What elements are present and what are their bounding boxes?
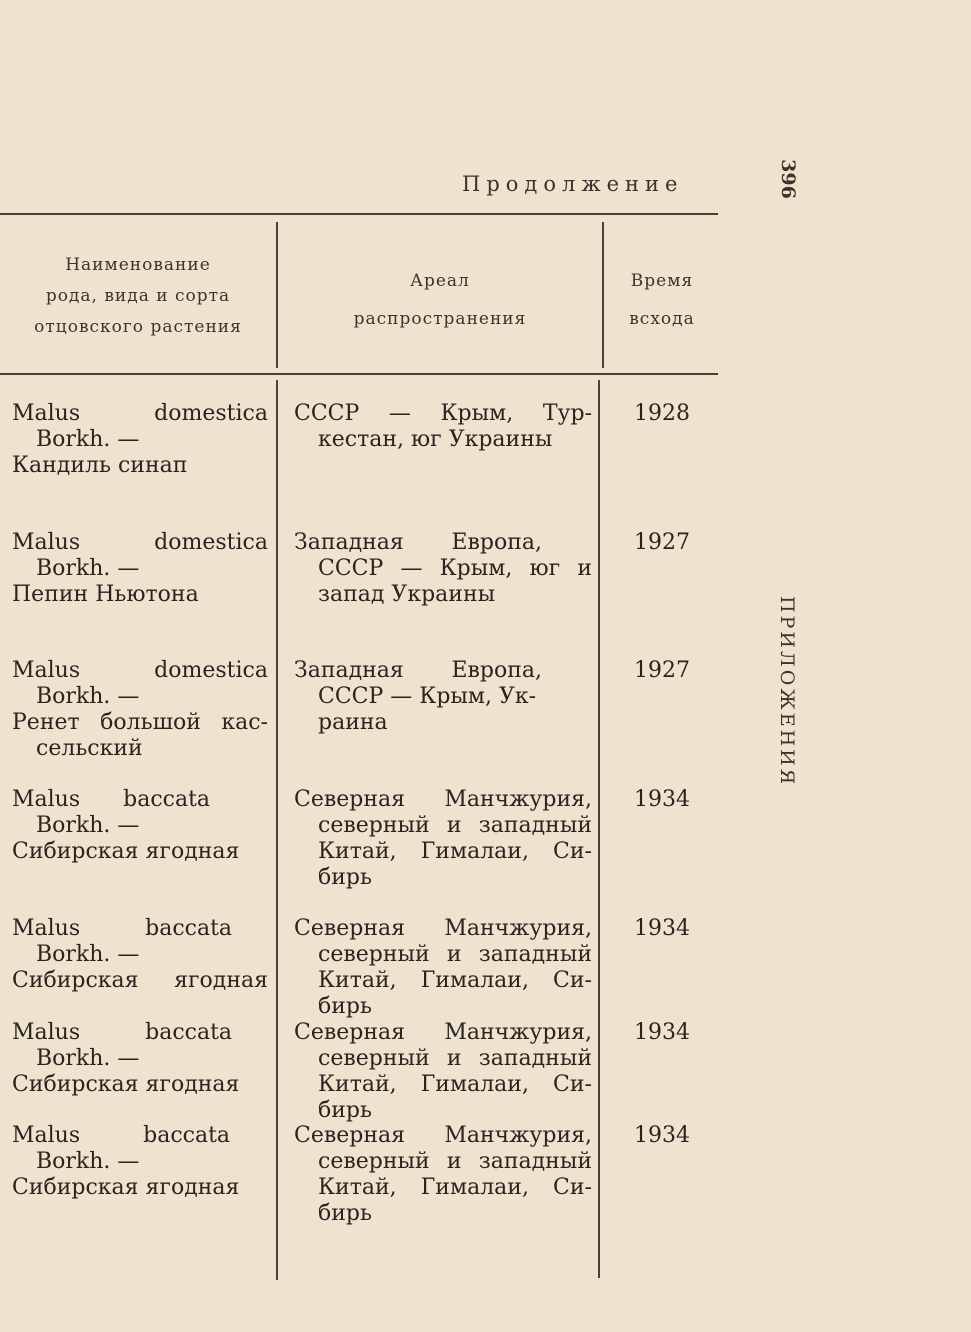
cell-line: Китай, Гималаи, Си- [318, 968, 592, 993]
cell-line: северный и западный [318, 813, 592, 838]
cell-line: северный и западный [318, 942, 592, 967]
cell-text: Malus baccata [12, 787, 211, 812]
cell-text: Malus baccata [12, 1123, 231, 1148]
table-row-area [294, 401, 592, 453]
cell-line [12, 1020, 268, 1046]
cell-line: Borkh. — [36, 684, 140, 709]
cell-line: СССР — Крым, юг и [318, 556, 592, 581]
table-row-year: 1934 [634, 787, 690, 812]
header-name-line: рода, вида и сорта [45, 286, 231, 306]
table-top-rule [0, 213, 718, 215]
cell-line: Северная Манчжурия, [294, 916, 592, 941]
cell-line: Китай, Гималаи, Си- [318, 1072, 592, 1097]
cell-line: СССР — Крым, Ук- [318, 684, 537, 709]
cell-line: Borkh. — [36, 813, 140, 838]
cell-line: Китай, Гималаи, Си- [318, 1175, 592, 1200]
table-row-year: 1934 [634, 1020, 690, 1045]
column-divider-1 [276, 380, 278, 1280]
table-row-area [294, 1123, 592, 1227]
cell-line: Северная Манчжурия, [294, 1123, 592, 1148]
cell-line: Сибирская ягодная [12, 968, 268, 993]
table-row-year: 1934 [634, 1123, 690, 1148]
table-row-name [12, 787, 268, 865]
side-running-title: ПРИЛОЖЕНИЯ [776, 596, 798, 788]
cell-line: кестан, юг Украины [318, 427, 553, 452]
cell-line: Северная Манчжурия, [294, 1020, 592, 1045]
header-area-line: Ареал [410, 271, 470, 291]
cell-line: Северная Манчжурия, [294, 787, 592, 812]
cell-line: северный и западный [318, 1149, 592, 1174]
table-row-year: 1927 [634, 530, 690, 555]
table-row-name [12, 530, 268, 608]
page-number: 396 [776, 159, 799, 199]
cell-text: Malus baccata [12, 916, 233, 941]
cell-line: Западная Европа, [294, 658, 542, 683]
table-row-year: 1934 [634, 916, 690, 941]
table-row-area [294, 1020, 592, 1124]
cell-line: бирь [318, 994, 372, 1019]
cell-line: Пепин Ньютона [12, 582, 199, 607]
header-bottom-rule [0, 373, 718, 375]
cell-line: Borkh. — [36, 942, 140, 967]
cell-line: Malus domestica [12, 658, 268, 683]
header-name-line: отцовского растения [34, 317, 242, 337]
table-row-name [12, 401, 268, 479]
header-name [0, 250, 276, 343]
table-row-area [294, 658, 592, 736]
cell-line: Borkh. — [36, 1149, 140, 1174]
table-row-year: 1928 [634, 401, 690, 426]
cell-line: Malus domestica [12, 530, 268, 555]
cell-line: Западная Европа, [294, 530, 542, 555]
cell-line: Сибирская ягодная [12, 1175, 240, 1200]
cell-line: СССР — Крым, Тур- [294, 401, 592, 426]
cell-line [12, 1123, 268, 1149]
cell-line: бирь [318, 1201, 372, 1226]
cell-line: бирь [318, 865, 372, 890]
cell-line: сельский [36, 736, 143, 761]
table-row-name [12, 658, 268, 762]
cell-line: Borkh. — [36, 1046, 140, 1071]
table-row-name [12, 916, 268, 994]
cell-line: северный и западный [318, 1046, 592, 1071]
table-row-name [12, 1020, 268, 1098]
table-row-year: 1927 [634, 658, 690, 683]
cell-line: запад Украины [318, 582, 496, 607]
header-name-line: Наименование [65, 255, 211, 275]
cell-line: Malus domestica [12, 401, 268, 426]
cell-text: Malus baccata [12, 1020, 233, 1045]
cell-line [12, 916, 268, 942]
cell-line: Сибирская ягодная [12, 839, 240, 864]
cell-line: Borkh. — [36, 556, 140, 581]
header-area [278, 262, 602, 338]
header-time-line: всхода [629, 309, 695, 329]
table-row-area [294, 530, 592, 608]
cell-line: раина [318, 710, 388, 735]
header-time-line: Время [630, 271, 694, 291]
table-row-area [294, 916, 592, 1020]
header-area-line: распространения [353, 309, 527, 329]
cell-line [12, 787, 268, 813]
cell-line: Ренет большой кас- [12, 710, 268, 735]
column-divider-2 [598, 380, 600, 1278]
cell-line: Borkh. — [36, 427, 140, 452]
cell-line: Кандиль синап [12, 453, 188, 478]
header-time [604, 262, 720, 338]
cell-line: бирь [318, 1098, 372, 1123]
table-row-area [294, 787, 592, 891]
cell-line: Китай, Гималаи, Си- [318, 839, 592, 864]
table-row-name [12, 1123, 268, 1201]
cell-line: Сибирская ягодная [12, 1072, 240, 1097]
continuation-label: Продолжение [462, 172, 684, 196]
